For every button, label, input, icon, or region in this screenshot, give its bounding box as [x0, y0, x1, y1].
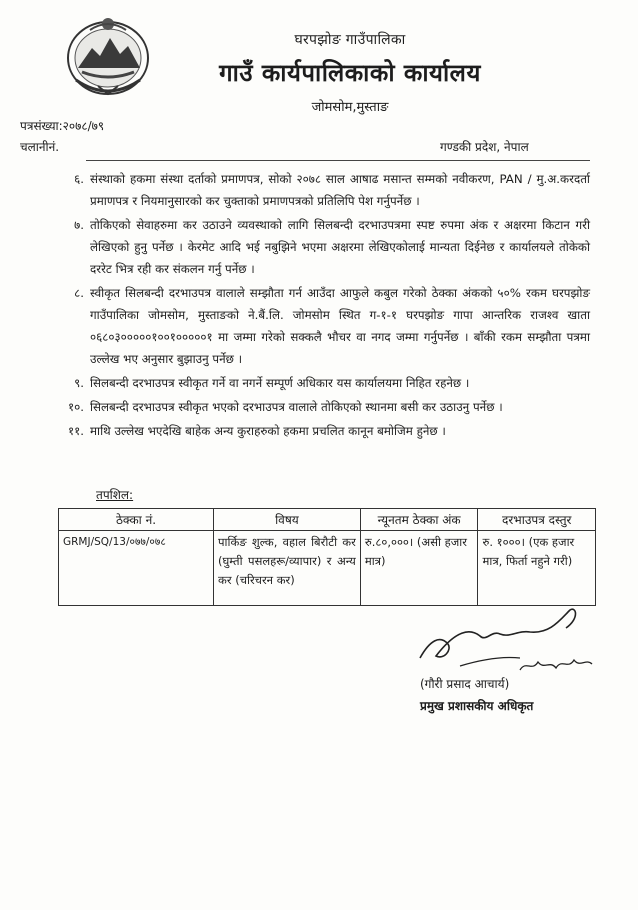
condition-item — [60, 168, 590, 212]
contract-number-cell: GRMJ/SQ/13/०७७/०७८ — [59, 531, 214, 606]
condition-text: सिलबन्दी दरभाउपत्र स्वीकृत गर्ने वा नगर्ने सम्पूर्ण अधिकार यस कार्यालयमा निहित रहनेछ । — [90, 376, 470, 390]
condition-text: माथि उल्लेख भएदेखि बाहेक अन्य कुराहरुको हकमा प्रचलित कानून बमोजिम हुनेछ । — [90, 424, 446, 438]
office-name: घरपझोङ गाउँपालिका — [294, 32, 406, 48]
office-address: जोमसोम,मुस्ताङ — [311, 100, 389, 115]
subject-cell: पार्किङ शुल्क, वहाल बिरौटी कर (घुम्ती पसलहरू/व्यापार) र अन्य कर (चरिचरन कर) — [214, 531, 361, 606]
column-header: ठेक्का नं. — [59, 509, 214, 531]
condition-text: स्वीकृत सिलबन्दी दरभाउपत्र वालाले सम्झौता गर्न आउँदा आफुले कबुल गरेको ठेक्का अंकको ५०% रकम घरपझोङ गाउँपालिका जोमसोम, मुस्ताङको ने.बैं.लि. जोमसोम स्थित ग-१-१ घरपझोङ गापा आन्तरिक राजश्व खाता ०६८०३०००००१००१०००००१ मा जम्मा गरेको सक्कलै भौचर वा नगद जम्मा गर्नुपर्नेछ । बाँकी रकम सम्झौता पत्रमा उल्लेख भए अनुसार बुझाउनु पर्नेछ । — [90, 286, 590, 366]
condition-number: १०. — [67, 400, 84, 414]
office-title: गाउँ कार्यपालिकाको कार्यालय — [219, 59, 481, 87]
condition-number: ६. — [74, 172, 84, 186]
condition-item — [60, 214, 590, 280]
condition-number: ८. — [74, 286, 84, 300]
handwritten-signature-icon — [400, 600, 600, 680]
table-row — [59, 531, 596, 606]
condition-item — [60, 282, 590, 370]
column-header: न्यूनतम ठेक्का अंक — [360, 509, 478, 531]
condition-number: ११. — [67, 424, 84, 438]
condition-number: ९. — [74, 376, 84, 390]
letter-number: पत्रसंख्या:२०७८/७९ — [20, 119, 105, 133]
bid-fee-cell: रु. १०००। (एक हजार मात्र, फिर्ता नहुने गरी) — [478, 531, 596, 606]
column-header: दरभाउपत्र दस्तुर — [478, 509, 596, 531]
minimum-amount-cell: रु.८०,०००। (असी हजार मात्र) — [360, 531, 478, 606]
header-divider — [86, 160, 590, 161]
condition-text: तोकिएको सेवाहरुमा कर उठाउने व्यवस्थाको लागि सिलबन्दी दरभाउपत्रमा स्पष्ट रुपमा अंक र अक्षरमा किटान गरी लेखिएको हुनु पर्नेछ । केरमेट आदि भई नबुझिने भएमा अक्षरमा लेखिएकोलाई मान्यता दिईनेछ र कार्यालयले तोकेको दररेट भित्र रही कर संकलन गर्नु पर्नेछ । — [90, 218, 590, 276]
dispatch-number: चलानीनं. — [20, 140, 60, 154]
column-header: विषय — [214, 509, 361, 531]
condition-number: ७. — [74, 218, 84, 232]
table-header-row — [59, 509, 596, 531]
details-heading: तपशिल: — [96, 488, 134, 502]
signatory-name: (गौरी प्रसाद आचार्य) — [420, 677, 510, 691]
tender-table — [58, 508, 596, 606]
signatory-designation: प्रमुख प्रशासकीय अधिकृत — [420, 699, 534, 713]
condition-item — [60, 396, 590, 418]
conditions-list — [60, 168, 590, 444]
condition-item — [60, 372, 590, 394]
condition-text: संस्थाको हकमा संस्था दर्ताको प्रमाणपत्र, सोको २०७८ साल आषाढ मसान्त सम्मको नवीकरण, PAN / मु.अ.करदर्ता प्रमाणपत्र र नियमानुसारको कर चुक्ताको प्रमाणपत्रको प्रतिलिपि पेश गर्नुपर्नेछ । — [90, 172, 590, 208]
condition-item — [60, 420, 590, 442]
province-label: गण्डकी प्रदेश, नेपाल — [440, 140, 529, 154]
condition-text: सिलबन्दी दरभाउपत्र स्वीकृत भएको दरभाउपत्र वालाले तोकिएको स्थानमा बसी कर उठाउनु पर्नेछ । — [90, 400, 503, 414]
